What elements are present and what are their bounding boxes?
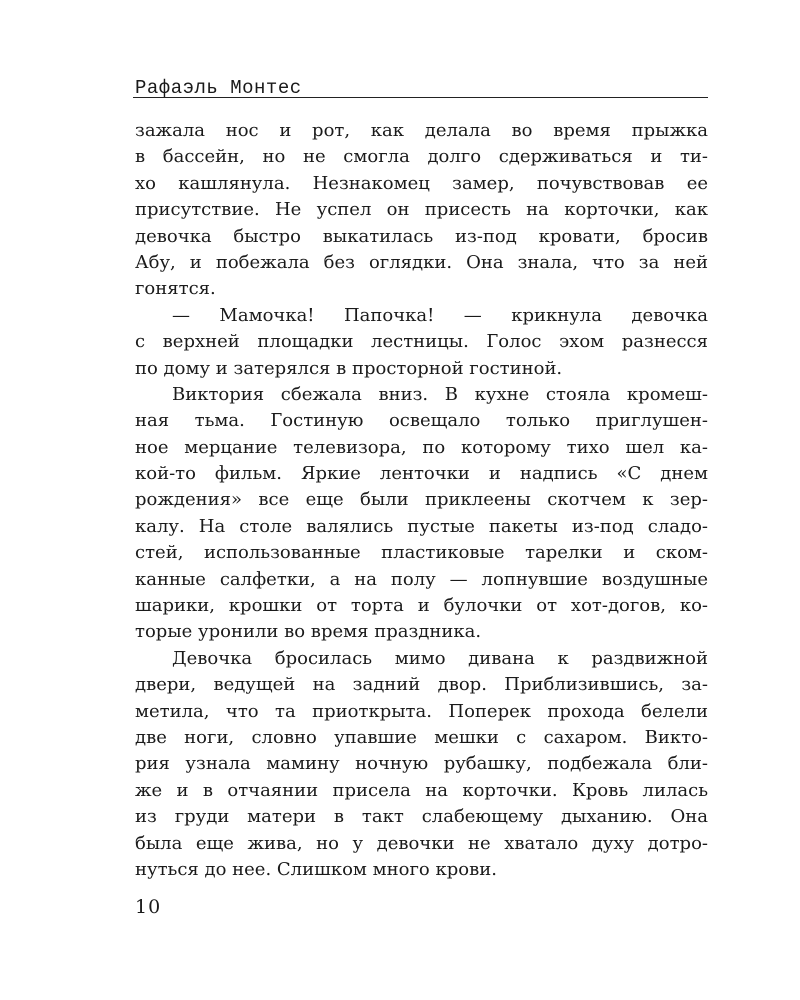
text-line: гонятся. bbox=[135, 278, 216, 300]
text-line: кой-то фильм. Яркие ленточки и надпись «С днем bbox=[135, 463, 708, 485]
text-line: по дому и затерялся в просторной гостиной. bbox=[135, 357, 563, 379]
text-line: двери, ведущей на задний двор. Приблизившись, за- bbox=[135, 674, 708, 696]
text-line: канные салфетки, а на полу — лопнувшие воздушные bbox=[135, 568, 708, 590]
header-rule bbox=[133, 97, 708, 98]
running-head-author: Рафаэль Монтес bbox=[135, 77, 302, 99]
text-line: зажала нос и рот, как делала во время прыжка bbox=[135, 120, 708, 141]
text-line: с верхней площадки лестницы. Голос эхом разнесся bbox=[135, 331, 708, 353]
text-line: в бассейн, но не смогла долго сдерживаться и ти- bbox=[135, 146, 708, 168]
text-line: хо кашлянула. Незнакомец замер, почувствовав ее bbox=[135, 172, 708, 194]
text-line: калу. На столе валялись пустые пакеты из-под сладо- bbox=[135, 515, 708, 537]
body-text bbox=[135, 118, 708, 883]
text-line: две ноги, словно упавшие мешки с сахаром. Викто- bbox=[135, 726, 708, 748]
text-line: рождения» все еще были приклеены скотчем к зер- bbox=[135, 489, 708, 511]
text-line: метила, что та приоткрыта. Поперек прохода белели bbox=[135, 700, 708, 722]
text-line: шарики, крошки от торта и булочки от хот-догов, ко- bbox=[135, 595, 708, 617]
text-line: ная тьма. Гостиную освещало только приглушен- bbox=[135, 410, 708, 432]
text-line: же и в отчаянии присела на корточки. Кровь лилась bbox=[135, 779, 708, 801]
page-number: 10 bbox=[135, 896, 162, 918]
paragraph bbox=[135, 646, 708, 884]
text-line: Абу, и побежала без оглядки. Она знала, что за ней bbox=[135, 251, 708, 273]
text-line: Виктория сбежала вниз. В кухне стояла кромеш- bbox=[172, 383, 708, 405]
text-line: — Мамочка! Папочка! — крикнула девочка bbox=[172, 304, 708, 326]
text-line: рия узнала мамину ночную рубашку, подбежала бли- bbox=[135, 753, 708, 775]
text-line: стей, использованные пластиковые тарелки и ском- bbox=[135, 542, 708, 564]
text-line: торые уронили во время праздника. bbox=[135, 621, 482, 643]
text-line: нуться до нее. Слишком много крови. bbox=[135, 858, 497, 880]
text-line: присутствие. Не успел он присесть на корточки, как bbox=[135, 199, 708, 221]
text-line: Девочка бросилась мимо дивана к раздвижной bbox=[172, 647, 708, 669]
text-line: девочка быстро выкатилась из-под кровати, бросив bbox=[135, 225, 708, 247]
text-line: была еще жива, но у девочки не хватало духу дотро- bbox=[135, 832, 708, 854]
paragraph bbox=[135, 382, 708, 646]
paragraph bbox=[135, 118, 708, 303]
text-line: из груди матери в такт слабеющему дыханию. Она bbox=[135, 806, 708, 828]
paragraph bbox=[135, 303, 708, 382]
text-line: ное мерцание телевизора, по которому тихо шел ка- bbox=[135, 436, 708, 458]
